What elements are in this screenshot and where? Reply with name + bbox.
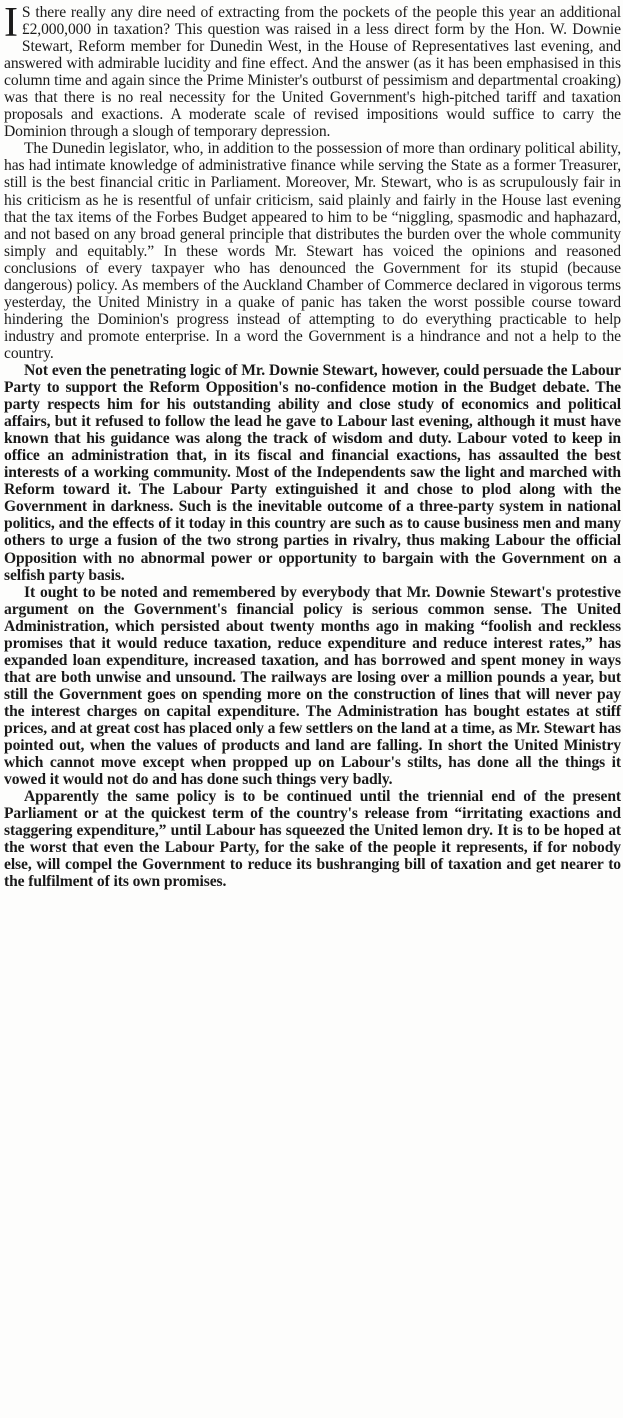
paragraph-2: The Dunedin legislator, who, in addition to the possession of more than ordinary political ability, has had intimate knowledge of administrative finance while serving the State as a former Treasurer, still is the best financial critic in Parliament. Moreover, Mr. Stewart, who is as scrupulously fair in his criticism as he is resentful of unfair criticism, said plainly and fairly in the House last evening that the tax items of the Forbes Budget appeared to him to be “niggling, spasmodic and haphazard, and not based on any broad general principle that distributes the burden over the whole community simply and equitably.” In these words Mr. Stewart has voiced the opinions and reasoned conclusions of every taxpayer who has denounced the Government for its stupid (because dangerous) policy. As members of the Auckland Chamber of Commerce declared in vigorous terms yesterday, the United Ministry in a quake of panic has taken the worst possible course toward hindering the Dominion's progress instead of attempting to do everything practicable to help industry and promote enterprise. In a word the Government is a hindrance and not a help to the country. <box>4 140 621 362</box>
paragraph-5: Apparently the same policy is to be continued until the triennial end of the present Parliament or at the quickest term of the country's release from “irritating exactions and staggering expenditure,” until Labour has squeezed the United lemon dry. It is to be hoped at the worst that even the Labour Party, for the sake of the people it represents, if for nobody else, will compel the Government to reduce its bushranging bill of taxation and get nearer to the fulfilment of its own promises. <box>4 788 621 891</box>
paragraph-4: It ought to be noted and remembered by everybody that Mr. Downie Stewart's protestive argument on the Government's financial policy is serious common sense. The United Administration, which persisted about twenty months ago in making “foolish and reckless promises that it would reduce taxation, reduce expenditure and reduce interest rates,” has expanded loan expenditure, increased taxation, and has borrowed and spent money in ways that are both unwise and unsound. The railways are losing over a million pounds a year, but still the Government goes on spending more on the construction of lines that will never pay the interest charges on capital expenditure. The Administration has bought estates at stiff prices, and at great cost has placed only a few settlers on the land at a time, as Mr. Stewart has pointed out, when the values of products and land are falling. In short the United Ministry which cannot move except when propped up on Labour's stilts, has done all the things it vowed it would not do and has done such things very badly. <box>4 583 621 789</box>
paragraph-3: Not even the penetrating logic of Mr. Downie Stewart, however, could persuade the Labour Party to support the Reform Opposition's no-confidence motion in the Budget debate. The party respects him for his outstanding ability and close study of economics and political affairs, but it refused to follow the lead he gave to Labour last evening, although it must have known that his guidance was along the track of wisdom and duty. Labour voted to keep in office an administration that, in its fiscal and financial exactions, has assaulted the best interests of a working community. Most of the Independents saw the light and marched with Reform toward it. The Labour Party extinguished it and chose to plod along with the Government in darkness. Such is the inevitable outcome of a three-party system in national politics, and the effects of it today in this country are such as to cause business men and many others to urge a fusion of the two strong parties in rivalry, thus making Labour the official Opposition with no abnormal power or opportunity to bargain with the Government on a selfish party basis. <box>4 361 621 584</box>
paragraph-1-text: S there really any dire need of extracting from the pockets of the people this year an additional £2,000,000 in taxation? This question was raised in a less direct form by the Hon. W. Downie Stewart, Reform member for Dunedin West, in the House of Representatives last evening, and answered with admirable lucidity and fine effect. And the answer (as it has been emphasised in this column time and again since the Prime Minister's outburst of pessimism and departmental croaking) was that there is no real necessity for the United Government's high-pitched tariff and taxation proposals and exactions. A moderate scale of revised impositions would suffice to carry the Dominion through a slough of temporary depression. <box>4 4 621 141</box>
paragraph-1 <box>4 0 621 141</box>
drop-cap: I <box>4 0 18 46</box>
